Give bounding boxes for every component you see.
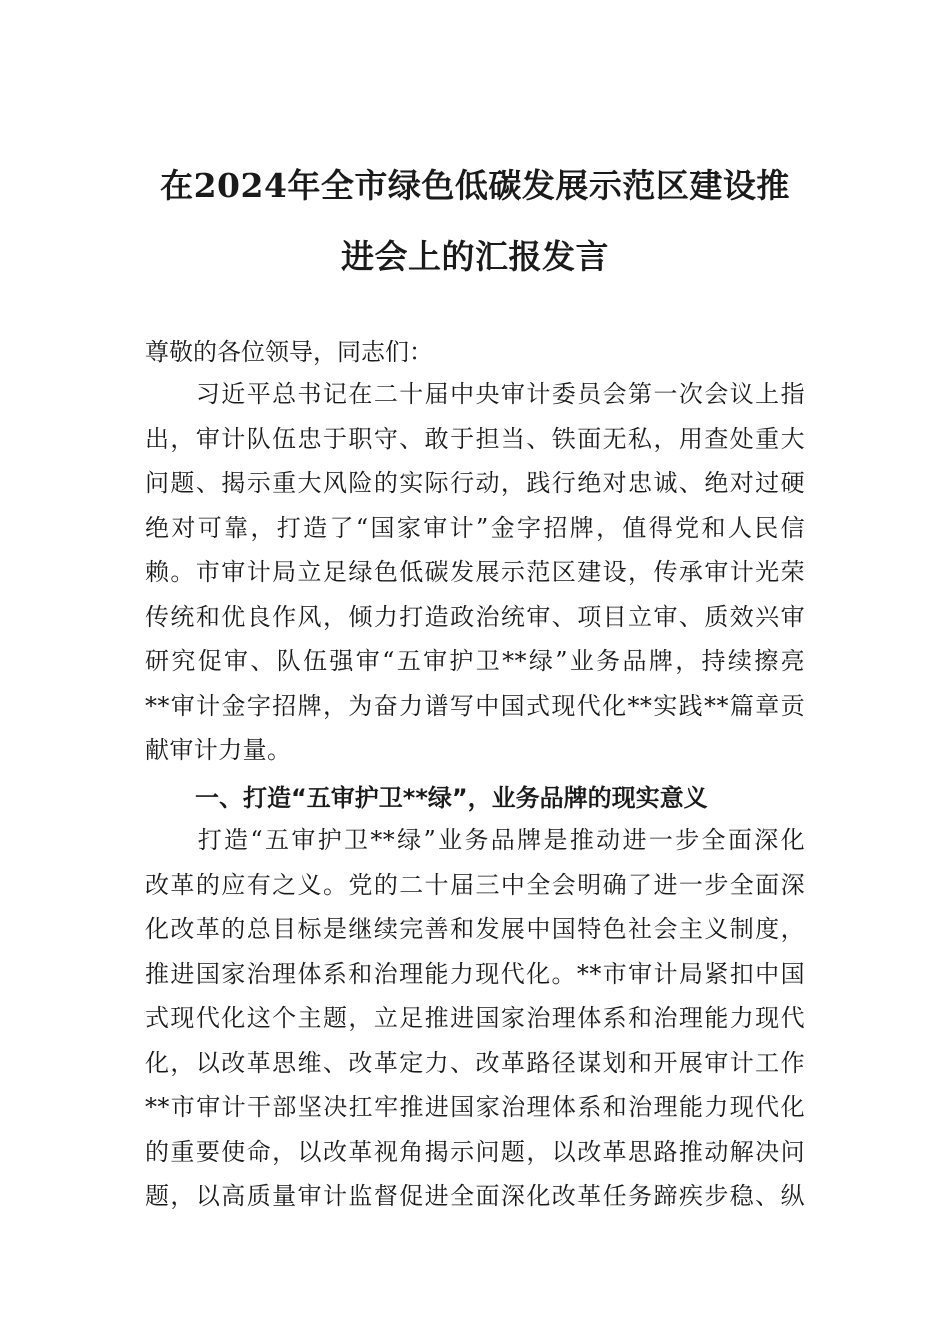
paragraph-1-line: 问题、揭示重大风险的实际行动，践行绝对忠诚、绝对过硬 (145, 469, 805, 497)
paragraph-1-line: 绝对可靠，打造了“国家审计”金字招牌，值得党和人民信 (145, 513, 805, 542)
paragraph-1-line: 习近平总书记在二十届中央审计委员会第一次会议上指 (145, 380, 805, 408)
paragraph-2-line: 化改革的总目标是继续完善和发展中国特色社会主义制度， (145, 915, 805, 943)
paragraph-1-line: **审计金字招牌，为奋力谱写中国式现代化**实践**篇章贡 (145, 691, 805, 720)
paragraph-2-line: 式现代化这个主题，立足推进国家治理体系和治理能力现代 (145, 1004, 805, 1032)
paragraph-2-line: 打造“五审护卫**绿”业务品牌是推动进一步全面深化 (145, 826, 805, 854)
paragraph-2-line: 改革的应有之义。党的二十届三中全会明确了进一步全面深 (145, 870, 805, 899)
paragraph-2-line: **市审计干部坚决扛牢推进国家治理体系和治理能力现代化 (145, 1093, 805, 1121)
document-title-line-2: 进会上的汇报发言 (341, 237, 609, 276)
paragraph-1-line: 献审计力量。 (145, 736, 292, 764)
paragraph-2-line: 的重要使命，以改革视角揭示问题，以改革思路推动解决问 (145, 1137, 805, 1166)
paragraph-2-line: 推进国家治理体系和治理能力现代化。**市审计局紧扣中国 (145, 959, 805, 988)
paragraph-1-line: 传统和优良作风，倾力打造政治统审、项目立审、质效兴审 (145, 602, 805, 631)
section-heading-1: 一、打造“五审护卫**绿”，业务品牌的现实意义 (195, 784, 708, 812)
paragraph-2-line: 题，以高质量审计监督促进全面深化改革任务蹄疾步稳、纵 (145, 1182, 805, 1210)
paragraph-2-line: 化，以改革思维、改革定力、改革路径谋划和开展审计工作 (145, 1048, 805, 1077)
paragraph-1-line: 出，审计队伍忠于职守、敢于担当、铁面无私，用查处重大 (145, 424, 805, 453)
paragraph-1-line: 赖。市审计局立足绿色低碳发展示范区建设，传承审计光荣 (145, 558, 805, 586)
paragraph-1-line: 研究促审、队伍强审“五审护卫**绿”业务品牌，持续擦亮 (145, 647, 805, 675)
salutation: 尊敬的各位领导，同志们： (145, 338, 433, 366)
document-title-line-1: 在2024年全市绿色低碳发展示范区建设推 (160, 166, 790, 205)
